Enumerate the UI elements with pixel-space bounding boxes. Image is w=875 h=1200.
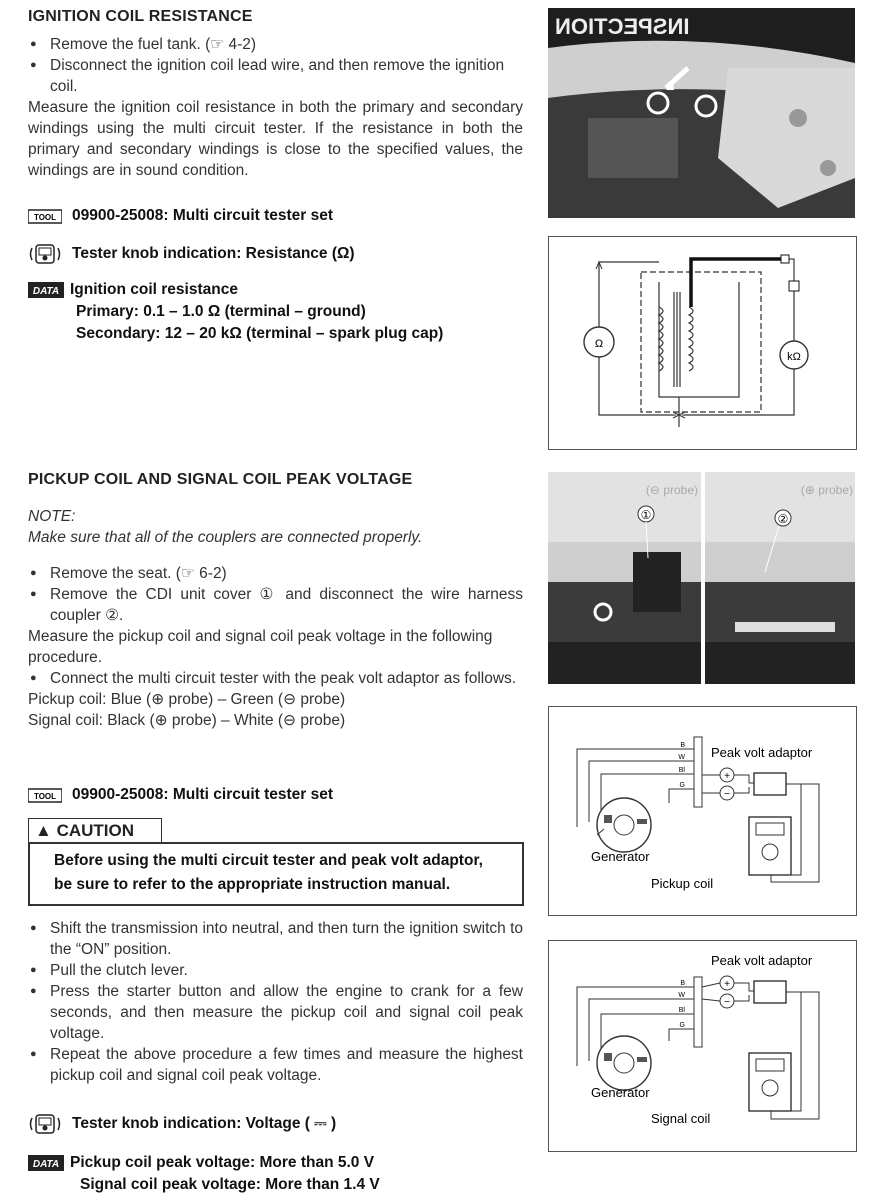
- svg-text:①: ①: [640, 508, 652, 522]
- svg-text:+: +: [724, 771, 730, 782]
- photo-cdi-cover: [548, 472, 701, 684]
- svg-text:Generator: Generator: [591, 1085, 650, 1100]
- svg-text:Ω: Ω: [594, 338, 604, 350]
- bullet-press-starter: ● Press the starter button and allow the engine to crank for a few seconds, and then measure the pickup coil and signal coil peak voltage.: [28, 981, 523, 1044]
- svg-text:TOOL: TOOL: [33, 791, 57, 801]
- pickup-probe-line: Pickup coil: Blue (⊕ probe) – Green (⊖ probe): [28, 691, 346, 708]
- tool-line-2: TOOL 09900-25008: Multi circuit tester set: [28, 784, 333, 806]
- svg-text:Signal coil: Signal coil: [651, 1111, 711, 1126]
- svg-text:W: W: [678, 754, 685, 761]
- svg-text:Peak volt adaptor: Peak volt adaptor: [711, 745, 813, 760]
- section-title-ignition: IGNITION COIL RESISTANCE: [28, 8, 253, 25]
- svg-text:Bl: Bl: [678, 1007, 685, 1014]
- svg-text:G: G: [679, 1022, 685, 1029]
- spec-signal-peak: Signal coil peak voltage: More than 1.4 V: [80, 1176, 380, 1193]
- data-icon: [28, 281, 64, 299]
- bullet-remove-fuel-tank: ● Remove the fuel tank. (☞ 4-2): [28, 34, 523, 55]
- data-block-2: [28, 1152, 380, 1196]
- diagram-pickup-coil-art: [549, 707, 856, 915]
- tester-knob-icon: [28, 1114, 62, 1134]
- svg-text:−: −: [724, 789, 730, 800]
- svg-text:(⊕ probe): (⊕ probe): [800, 483, 853, 497]
- data-icon: [28, 1154, 64, 1172]
- caution-box: [28, 842, 524, 906]
- photo-wire-coupler-art: [705, 472, 855, 684]
- bullet-disconnect-lead: ● Disconnect the ignition coil lead wire, and then remove the ignition coil.: [28, 55, 523, 97]
- svg-text:G: G: [679, 782, 685, 789]
- diagram-coil-resistance: [548, 236, 857, 450]
- paragraph-measure-resistance: Measure the ignition coil resistance in both the primary and secondary windings using the multi circuit tester. If the resistance in both the primary and secondary windings is close to the specified values, the windings are in sound condition.: [28, 99, 523, 179]
- svg-text:−: −: [724, 997, 730, 1008]
- reference-icon: ☞: [180, 565, 200, 582]
- note-label: NOTE:: [28, 508, 76, 525]
- tool-line-1: TOOL 09900-25008: Multi circuit tester set: [28, 205, 333, 227]
- svg-text:B: B: [680, 742, 685, 749]
- spec-pickup-peak: Pickup coil peak voltage: More than 5.0 V: [70, 1154, 375, 1171]
- svg-text:Generator: Generator: [591, 849, 650, 864]
- diagram-pickup-coil: [548, 706, 857, 916]
- photo-ignition-coil: [548, 8, 855, 218]
- caution-label: ▲ CAUTION: [35, 821, 135, 840]
- svg-text:INSPECTION: INSPECTION: [555, 14, 690, 39]
- bullet-repeat: ● Repeat the above procedure a few times and measure the highest pickup coil and signal coil peak voltage.: [28, 1044, 523, 1086]
- photo-ignition-coil-art: [548, 8, 855, 218]
- reference-icon: ☞: [210, 36, 229, 53]
- bullet-remove-seat: ● Remove the seat. (☞ 6-2): [28, 563, 523, 584]
- svg-text:kΩ: kΩ: [787, 351, 801, 363]
- bullet-pull-clutch: ● Pull the clutch lever.: [28, 960, 523, 981]
- diagram-signal-coil-art: [549, 941, 856, 1151]
- spec-secondary: Secondary: 12 – 20 kΩ (terminal – spark plug cap): [76, 325, 444, 342]
- warning-triangle-icon: ▲: [35, 821, 52, 840]
- note-text: Make sure that all of the couplers are connected properly.: [28, 529, 423, 546]
- signal-probe-line: Signal coil: Black (⊕ probe) – White (⊖ probe): [28, 712, 346, 729]
- data-block-1: DATA Ignition coil resistance Primary: 0.1 – 1.0 Ω (terminal – ground) Secondary: 12 – 20 kΩ (terminal – spark plug cap): [28, 279, 443, 345]
- photo-cdi-cover-art: [548, 472, 701, 684]
- caution-label-box: [28, 818, 162, 843]
- svg-text:DATA: DATA: [32, 285, 60, 297]
- svg-text:(⊖ probe): (⊖ probe): [645, 483, 698, 497]
- tool-icon: [28, 208, 62, 224]
- svg-text:②: ②: [777, 512, 789, 526]
- bullet-connect-tester: ● Connect the multi circuit tester with the peak volt adaptor as follows.: [28, 668, 523, 689]
- svg-text:+: +: [724, 979, 730, 990]
- knob-line-2: Tester knob indication: Voltage ( ⎓ ): [28, 1113, 336, 1135]
- diagram-coil-resistance-art: [549, 237, 856, 449]
- svg-text:Pickup coil: Pickup coil: [651, 876, 714, 891]
- svg-text:Bl: Bl: [678, 767, 685, 774]
- bullet-shift-neutral: ● Shift the transmission into neutral, and then turn the ignition switch to the “ON” position.: [28, 918, 523, 960]
- photo-wire-coupler: [705, 472, 855, 684]
- tool-icon: [28, 787, 62, 803]
- svg-text:W: W: [678, 992, 685, 999]
- diagram-signal-coil: [548, 940, 857, 1152]
- section-title-pickup: PICKUP COIL AND SIGNAL COIL PEAK VOLTAGE: [28, 471, 413, 488]
- svg-text:TOOL: TOOL: [33, 212, 57, 222]
- svg-text:Peak volt adaptor: Peak volt adaptor: [711, 953, 813, 968]
- svg-text:B: B: [680, 980, 685, 987]
- bullet-remove-cdi: ● Remove the CDI unit cover ① and disconnect the wire harness coupler ②.: [28, 584, 523, 626]
- caution-text: Before using the multi circuit tester and peak volt adaptor, be sure to refer to the appropriate instruction manual.: [54, 852, 483, 893]
- svg-text:DATA: DATA: [32, 1158, 60, 1170]
- tester-knob-icon: [28, 244, 62, 264]
- knob-line-1: Tester knob indication: Resistance (Ω): [28, 243, 355, 265]
- spec-primary: Primary: 0.1 – 1.0 Ω (terminal – ground): [76, 303, 366, 320]
- paragraph-measure-peak: Measure the pickup coil and signal coil peak voltage in the following procedure.: [28, 628, 493, 666]
